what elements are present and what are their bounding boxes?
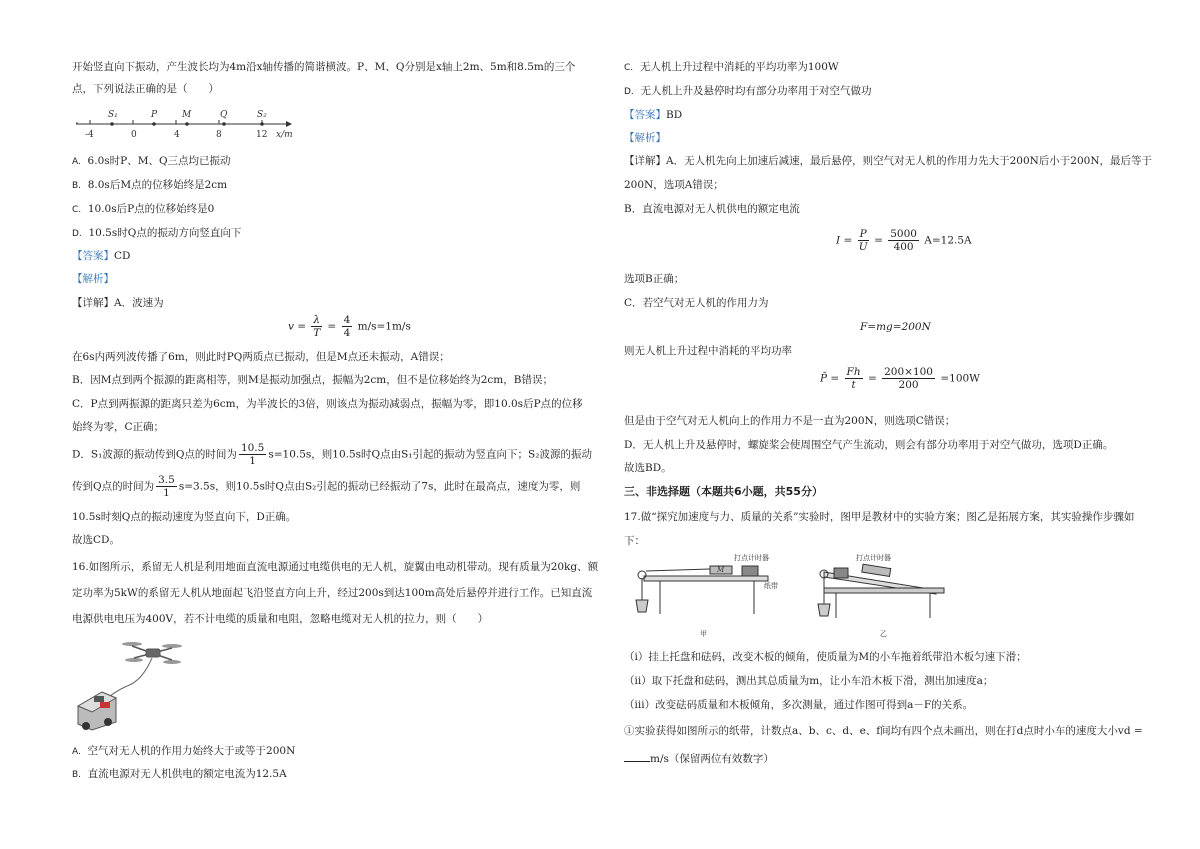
fig-label-yi: 乙 <box>880 630 887 638</box>
label-p: P <box>151 110 158 120</box>
s2-point <box>260 122 264 126</box>
q15-detail-intro: 【详解】A．波速为 <box>72 297 164 309</box>
q16-option-d: D. 无人机上升及悬停时均有部分功率用于对空气做功 <box>624 85 872 97</box>
tick-label: -4 <box>85 130 94 140</box>
q15-option-b: B. 8.0s后M点的位移始终是2cm <box>72 179 228 191</box>
q17-step-2: （ⅱ）取下托盘和砝码，测出其总质量为m，让小车沿木板下滑，测出加速度a； <box>624 675 994 687</box>
tick-label: 4 <box>174 130 180 140</box>
q15-option-d: D. 10.5s时Q点的振动方向竖直向下 <box>72 227 242 239</box>
q15-d-explain-1: D．S₁波源的振动传到Q点的时间为 $\frac{10.5}{1}$ s=10.5s，则10.5s时Q点由S₁引起的振动为竖直向下；S₂波源的振动 <box>72 442 592 467</box>
timer-label-yi: 打点计时器 <box>856 554 891 562</box>
s1-point <box>110 122 114 126</box>
p-point <box>152 122 156 126</box>
q16-c-explain-2: 则无人机上升过程中消耗的平均功率 <box>624 345 792 357</box>
q16-a-explain-2: 200N，选项A错误； <box>624 179 724 191</box>
fig-label-jia: 甲 <box>700 630 707 638</box>
tick-label: 12 <box>256 130 268 140</box>
q16-option-b: B. 直流电源对无人机供电的额定电流为12.5A <box>72 768 287 780</box>
experiment-setup-figure <box>624 552 954 642</box>
q-point <box>222 122 226 126</box>
q16-b-explain-2: 选项B正确； <box>624 273 685 285</box>
q15-conclusion: 故选CD。 <box>72 534 120 546</box>
q16-a-explain-1: 【详解】A．无人机先向上加速后减速，最后悬停，则空气对无人机的作用力先大于200N后小于200N，最后等于 <box>624 155 1153 167</box>
q15-analysis-tag: 【解析】 <box>72 273 114 285</box>
q16-option-c: C. 无人机上升过程中消耗的平均功率为100W <box>624 61 839 73</box>
q17-stem-line1: 17.做“探究加速度与力、质量的关系”实验时，图甲是教材中的实验方案；图乙是拓展方案，其实验操作步骤如 <box>624 511 1135 523</box>
m-point <box>185 122 189 126</box>
q15-a-explain: 在6s内两列波传播了6m，则此时PQ两质点已振动，但是M点还未振动，A错误； <box>72 351 450 363</box>
q16-stem-line2: 定功率为5kW的系留无人机从地面起飞沿竖直方向上升，经过200s到达100m高处后悬停并进行工作。已知直流 <box>72 587 593 599</box>
q16-conclusion: 故选BD。 <box>624 462 672 474</box>
x-axis-figure <box>76 104 306 142</box>
q15-answer: 【答案】CD <box>72 250 131 262</box>
current-formula: I = $\frac{P}{U}$ = $\frac{5000}{400}$ A=12.5A <box>836 228 972 253</box>
timer-label-jia: 打点计时器 <box>734 554 769 562</box>
q16-stem-line1: 16.如图所示，系留无人机是利用地面直流电源通过电缆供电的无人机，旋翼由电动机带动。现有质量为20kg、额 <box>72 561 599 573</box>
label-s2: S₂ <box>257 110 267 120</box>
label-q: Q <box>220 110 228 120</box>
q15-speed-formula: v = $\frac{\lambda}{T}$ = $\frac{4}{4}$ m/s=1m/s <box>288 314 411 339</box>
q16-stem-line3: 电源供电电压为400V，若不计电缆的质量和电阻，忽略电缆对无人机的拉力，则（ ） <box>72 613 489 625</box>
q16-c-explain-3: 但是由于空气对无人机向上的作用力不是一直为200N，则选项C错误； <box>624 415 956 427</box>
q15-d-explain-3: 10.5s时刻Q点的振动速度为竖直向下，D正确。 <box>72 511 297 523</box>
q15-stem-line2: 点，下列说法正确的是（ ） <box>72 83 219 95</box>
q15-c-explain-1: C．P点到两振源的距离只差为6cm，为半波长的3倍，则该点为振动减弱点，振幅为零，即10.0s后P点的位移 <box>72 398 583 410</box>
force-formula: F=mg=200N <box>860 321 931 333</box>
q15-c-explain-2: 始终为零，C正确； <box>72 421 165 433</box>
power-formula: P̄ = $\frac{Fh}{t}$ = $\frac{200\times 100}{200}$ =100W <box>820 366 980 391</box>
tethered-drone-illustration <box>72 636 192 736</box>
q17-part1: ①实验获得如图所示的纸带，计数点a、b、c、d、e、f间均有四个点未画出，则在打d点时小车的速度大小vd = <box>624 725 1143 737</box>
q15-option-c: C. 10.0s后P点的位移始终是0 <box>72 203 215 215</box>
q17-part1-answer-line: m/s（保留两位有效数字） <box>624 752 774 766</box>
tick-label: 8 <box>216 130 222 140</box>
q16-answer: 【答案】BD <box>624 109 683 121</box>
axis-unit: x/m <box>276 130 293 140</box>
q17-step-3: （ⅲ）改变砝码质量和木板倾角，多次测量，通过作图可得到a－F的关系。 <box>624 699 974 711</box>
q15-option-a: A. 6.0s时P、M、Q三点均已振动 <box>72 155 231 167</box>
q16-b-explain-1: B．直流电源对无人机供电的额定电流 <box>624 203 800 215</box>
answer-blank[interactable] <box>624 761 650 762</box>
q16-c-explain-1: C．若空气对无人机的作用力为 <box>624 297 769 309</box>
section-title: 三、非选择题（本题共6小题，共55分） <box>624 485 823 498</box>
tape-label-jia: 纸带 <box>764 582 778 590</box>
label-m: M <box>182 110 192 120</box>
q15-b-explain: B．因M点到两个振源的距离相等，则M是振动加强点，振幅为2cm，但不是位移始终为2cm，B错误； <box>72 374 553 386</box>
tick-label: 0 <box>131 130 137 140</box>
q15-d-explain-2: 传到Q点的时间为 $\frac{3.5}{1}$ s=3.5s，则10.5s时Q点由S₂引起的振动已经振动了7s，此时在最高点，速度为零，则 <box>72 474 581 499</box>
label-s1: S₁ <box>108 110 118 120</box>
q16-option-a: A. 空气对无人机的作用力始终大于或等于200N <box>72 745 296 757</box>
q16-analysis-tag: 【解析】 <box>624 132 666 144</box>
q17-step-1: （ⅰ）挂上托盘和砝码，改变木板的倾角，使质量为M的小车拖着纸带沿木板匀速下滑； <box>624 651 1027 663</box>
q15-stem-line1: 开始竖直向下振动，产生波长均为4m沿x轴传播的简谐横波。P、M、Q分别是x轴上2m、5m和8.5m的三个 <box>72 61 576 73</box>
q17-stem-line2: 下： <box>624 535 645 547</box>
q16-d-explain: D．无人机上升及悬停时，螺旋桨会使周围空气产生流动，则会有部分功率用于对空气做功，选项D正确。 <box>624 439 1114 451</box>
cart-label-jia: M <box>717 566 725 574</box>
